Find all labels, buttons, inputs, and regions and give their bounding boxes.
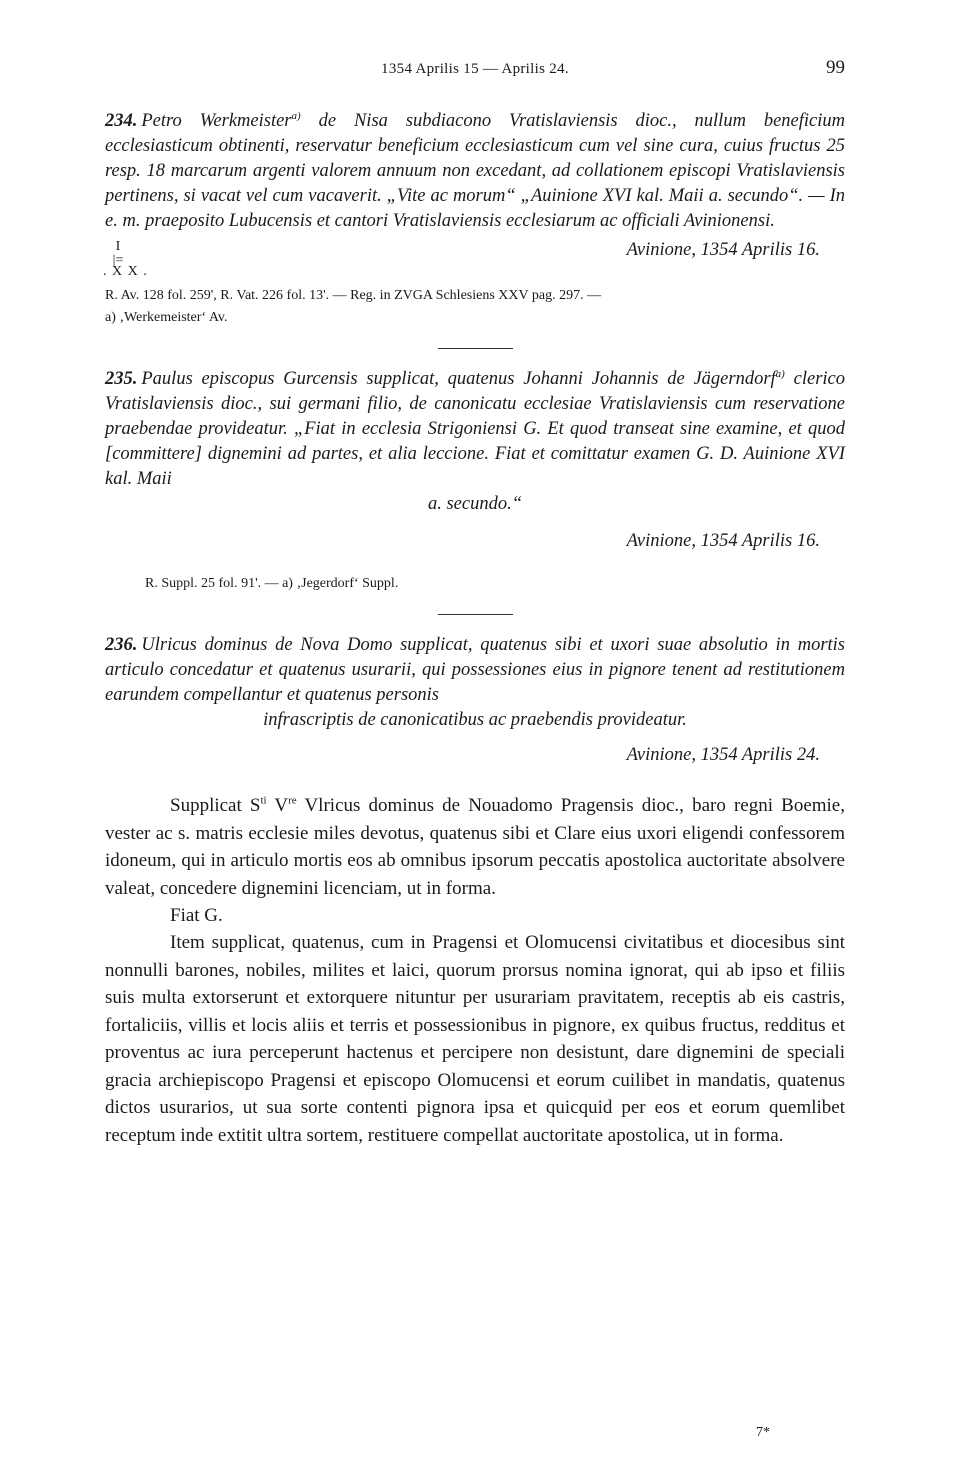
entry-236-fiat: Fiat G. (170, 905, 223, 926)
chancery-code: . X X . (103, 264, 148, 279)
printer-signature: 7* (756, 1425, 770, 1440)
entry-236-summary-end: infrascriptis de canonicatibus ac praebendis provideatur. (263, 710, 687, 730)
entry-234-footnote: a) ‚Werkemeister‘ Av. (105, 310, 228, 325)
entry-234-summary: 234. Petro Werkmeister$^{a)}$ de Nisa subdiacono Vratislaviensis dioc., nullum beneficium ecclesiasticum obtinenti, reservatur beneficium ecclesiasticum cum vel sine cura, cuius fructus 25 resp. 18 marcarum argenti valorem annuum non excedant, ad collationem episcopi Vratislaviensis pertinens, si vacat vel cum vacaverit. „Vite ac morum“ „Auinione XVI kal. Maii a. secundo“. — In e. m. praeposito Lubucensis et cantori Vratislaviensis ecclesiarum ac officiali Avinionensi. (105, 109, 845, 231)
section-divider (438, 614, 513, 615)
entry-236-summary: 236. Ulricus dominus de Nova Domo supplicat, quatenus sibi et uxori suae absolutio in mortis articulo concedatur et quatenus usurarii, qui possessiones eius in pignore tenent ad restitutionem earundem compellantur et quatenus personis (105, 635, 845, 705)
entry-236-paragraph-1: Supplicat $S^{ti}$ Vre Vlricus dominus de Nouadomo Pragensis dioc., baro regni Boemie, vester ac s. matris ecclesie miles devotus, quatenus sibi et Clare eius uxori eligendi confessorem idoneum, qui in articulo mortis eos ab omnibus ipsorum peccatis apostolica auctoritate absolvere valeat, concedere dignemini licenciam, ut in forma. (105, 794, 845, 899)
entry-236-date: Avinione, 1354 Aprilis 24. (626, 745, 820, 765)
entry-236 (105, 633, 845, 1149)
running-title: 1354 Aprilis 15 — Aprilis 24. (381, 61, 569, 77)
entry-234 (105, 109, 845, 328)
section-divider (438, 348, 513, 349)
chancery-mark: I |= (112, 239, 124, 268)
page-number: 99 (826, 57, 845, 78)
entry-235-summary-end: a. secundo.“ (427, 494, 523, 514)
entry-234-date: Avinione, 1354 Aprilis 16. (626, 240, 820, 260)
entry-235 (105, 367, 845, 594)
entry-number: 234. (105, 111, 138, 131)
footnote-marker: a) (291, 109, 301, 122)
entry-236-paragraph-2: Item supplicat, quatenus, cum in Pragensi et Olomucensi civitatibus et diocesibus sint nonnulli barones, nobiles, milites et laici, quorum prorsus nomina ignorat, qui ab ipso et filiis suis multa extorserunt et extorquere nituntur per usurariam pravitatem, receptis ab eis castris, fortaliciis, villis et locis aliis et terris et possessionibus in pignore, ex quibus fructus, redditus et proventus ac iura perceperunt hactenus et percipere non desistunt, dare dignemini de speciali gracia archiepiscopo Pragensi et episcopo Olomucensi et eorum cuilibet in mandatis, quatenus dictos usurarios, ut sua sorte contenti pignora ipsa et quicquid per eos et eorum quemlibet receptum inde extitit ultra sortem, restituere compellat auctoritate apostolica, ut in forma. (105, 932, 845, 1146)
entry-number: 235. (105, 369, 138, 389)
entry-234-signature-row (105, 240, 845, 284)
document-page (105, 55, 845, 1149)
entry-number: 236. (105, 635, 138, 655)
entry-234-source-note: R. Av. 128 fol. 259', R. Vat. 226 fol. 13'. — Reg. in ZVGA Schlesiens XXV pag. 297. — (105, 288, 602, 303)
footnote-marker: a) (775, 367, 785, 380)
entry-235-date: Avinione, 1354 Aprilis 16. (626, 531, 820, 551)
entry-235-source-note: R. Suppl. 25 fol. 91'. — a) ‚Jegerdorf‘ Suppl. (145, 576, 399, 591)
entry-235-summary: 235. Paulus episcopus Gurcensis supplicat, quatenus Johanni Johannis de Jägerndorf$^{a)}$ clerico Vratislaviensis dioc., sui germani filio, de canonicatu ecclesiae Vratislaviensis cum reservatione praebendae provideatur. „Fiat in ecclesia Strigoniensi G. Et quod transeat sine examine, et quod [committere] dignemini ad partes, et alia leccione. Fiat et comittatur examen G. D. Auinione XVI kal. Maii (105, 367, 846, 489)
running-header (105, 55, 845, 95)
